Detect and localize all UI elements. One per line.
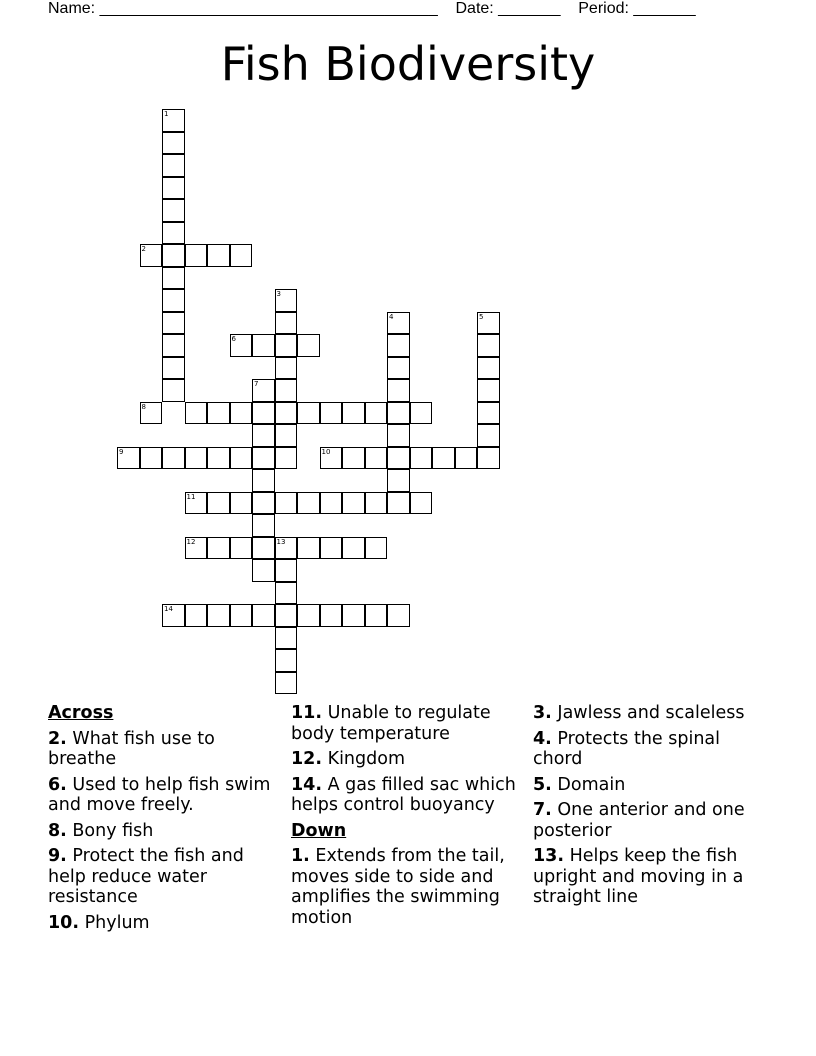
- clue-column-2: [291, 703, 527, 933]
- grid-cell[interactable]: [162, 312, 185, 335]
- clue-text: Helps keep the fish upright and moving in a straight line: [533, 846, 744, 907]
- across-heading: Across: [48, 703, 114, 723]
- grid-cell[interactable]: [275, 604, 298, 627]
- grid-cell[interactable]: [185, 244, 208, 267]
- grid-cell[interactable]: [185, 447, 208, 470]
- grid-cell[interactable]: [185, 604, 208, 627]
- grid-cell[interactable]: [477, 334, 500, 357]
- grid-cell[interactable]: [342, 537, 365, 560]
- grid-cell[interactable]: [275, 424, 298, 447]
- grid-cell[interactable]: [477, 357, 500, 380]
- grid-cell[interactable]: [275, 357, 298, 380]
- clue-column-1: [48, 703, 284, 938]
- clue-number: 1.: [291, 846, 310, 866]
- grid-cell[interactable]: [162, 289, 185, 312]
- grid-cell[interactable]: [252, 379, 275, 402]
- clue-across-10: [48, 913, 284, 934]
- grid-cell[interactable]: [252, 334, 275, 357]
- grid-cell[interactable]: [320, 447, 343, 470]
- grid-cell[interactable]: [207, 244, 230, 267]
- grid-cell[interactable]: [230, 604, 253, 627]
- clue-number: 8.: [48, 820, 67, 841]
- grid-cell[interactable]: [252, 447, 275, 470]
- clue-column-3: [533, 703, 769, 913]
- grid-cell[interactable]: [477, 312, 500, 335]
- grid-cell[interactable]: [365, 492, 388, 515]
- clue-number: 5.: [533, 774, 552, 795]
- grid-cell[interactable]: [275, 402, 298, 425]
- clue-number-label: 5: [479, 312, 484, 321]
- grid-cell[interactable]: [410, 447, 433, 470]
- clue-across-6: [48, 775, 284, 816]
- grid-cell[interactable]: [207, 604, 230, 627]
- clue-number-label: 14: [164, 605, 173, 613]
- grid-cell[interactable]: [162, 244, 185, 267]
- clue-text: Protect the fish and help reduce water resistance: [48, 846, 244, 907]
- clue-number: 11.: [291, 703, 323, 723]
- clue-down-7: [533, 800, 769, 841]
- clue-number: 10.: [48, 912, 80, 933]
- grid-cell[interactable]: [207, 402, 230, 425]
- clue-text: Used to help fish swim and move freely.: [48, 774, 271, 815]
- grid-cell[interactable]: [207, 492, 230, 515]
- clue-number-label: 9: [119, 447, 124, 456]
- grid-cell[interactable]: [275, 312, 298, 335]
- clue-number-label: 7: [254, 380, 259, 388]
- clue-across-14: [291, 775, 527, 816]
- grid-cell[interactable]: [275, 334, 298, 357]
- grid-cell[interactable]: [162, 267, 185, 290]
- clue-number-label: 12: [186, 537, 196, 546]
- grid-cell[interactable]: [387, 604, 410, 627]
- grid-cell[interactable]: [387, 334, 410, 357]
- grid-cell[interactable]: [387, 424, 410, 447]
- clue-number: 9.: [48, 846, 67, 866]
- clue-number: 7.: [533, 800, 552, 820]
- clue-number-label: 10: [321, 447, 331, 456]
- grid-cell[interactable]: [162, 447, 185, 470]
- clue-text: Domain: [557, 774, 626, 795]
- clue-down-13: [533, 846, 769, 908]
- clue-number-label: 1: [164, 110, 169, 118]
- grid-cell[interactable]: [275, 379, 298, 402]
- grid-cell[interactable]: [185, 537, 208, 560]
- clue-text: Kingdom: [327, 749, 405, 769]
- grid-cell[interactable]: [230, 447, 253, 470]
- grid-cell[interactable]: [162, 334, 185, 357]
- grid-cell[interactable]: [387, 357, 410, 380]
- grid-cell[interactable]: [320, 402, 343, 425]
- grid-cell[interactable]: [140, 447, 163, 470]
- down-heading: Down: [291, 820, 347, 841]
- grid-cell[interactable]: [320, 492, 343, 515]
- grid-cell[interactable]: [365, 402, 388, 425]
- clue-number-label: 6: [231, 335, 236, 343]
- clue-across-2: [48, 729, 284, 770]
- clue-text: Extends from the tail, moves side to side and amplifies the swimming motion: [291, 846, 505, 928]
- grid-cell[interactable]: [162, 222, 185, 245]
- grid-cell[interactable]: [252, 469, 275, 492]
- clue-text: Jawless and scaleless: [557, 703, 745, 723]
- grid-cell[interactable]: [252, 537, 275, 560]
- grid-cell[interactable]: [207, 537, 230, 560]
- clue-text: Unable to regulate body temperature: [291, 703, 491, 744]
- grid-cell[interactable]: [275, 492, 298, 515]
- grid-cell[interactable]: [140, 244, 163, 267]
- clue-text: Phylum: [84, 912, 150, 933]
- grid-cell[interactable]: [162, 357, 185, 380]
- grid-cell[interactable]: [297, 402, 320, 425]
- clue-number-label: 4: [389, 312, 394, 321]
- grid-cell[interactable]: [162, 177, 185, 200]
- grid-cell[interactable]: [275, 582, 298, 605]
- grid-cell[interactable]: [387, 469, 410, 492]
- grid-cell[interactable]: [477, 379, 500, 402]
- clue-down-1: [291, 846, 527, 928]
- grid-cell[interactable]: [297, 537, 320, 560]
- grid-cell[interactable]: [207, 447, 230, 470]
- grid-cell[interactable]: [252, 604, 275, 627]
- clue-number-label: 11: [186, 492, 196, 501]
- clue-text: What fish use to breathe: [48, 728, 215, 769]
- grid-cell[interactable]: [365, 447, 388, 470]
- clue-number-label: 3: [276, 290, 281, 298]
- grid-cell[interactable]: [387, 312, 410, 335]
- grid-cell[interactable]: [275, 559, 298, 582]
- grid-cell[interactable]: [230, 492, 253, 515]
- grid-cell[interactable]: [342, 492, 365, 515]
- clue-across-11: [291, 703, 527, 744]
- clue-down-4: [533, 729, 769, 770]
- grid-cell[interactable]: [297, 334, 320, 357]
- clue-number: 3.: [533, 703, 552, 723]
- clue-number: 4.: [533, 728, 552, 749]
- grid-cell[interactable]: [410, 402, 433, 425]
- grid-cell[interactable]: [162, 132, 185, 155]
- puzzle-title: Fish Biodiversity: [220, 37, 596, 91]
- grid-cell[interactable]: [387, 447, 410, 470]
- clue-down-5: [533, 775, 769, 796]
- grid-cell[interactable]: [297, 492, 320, 515]
- grid-cell[interactable]: [230, 244, 253, 267]
- clue-text: Bony fish: [72, 820, 154, 841]
- grid-cell[interactable]: [252, 492, 275, 515]
- grid-cell[interactable]: [320, 537, 343, 560]
- grid-cell[interactable]: [297, 604, 320, 627]
- grid-cell[interactable]: [252, 514, 275, 537]
- grid-cell[interactable]: [320, 604, 343, 627]
- grid-cell[interactable]: [162, 199, 185, 222]
- grid-cell[interactable]: [342, 604, 365, 627]
- clue-text: A gas filled sac which helps control buoyancy: [291, 774, 516, 815]
- grid-cell[interactable]: [342, 447, 365, 470]
- grid-cell[interactable]: [275, 447, 298, 470]
- grid-cell[interactable]: [432, 447, 455, 470]
- grid-cell[interactable]: [387, 492, 410, 515]
- grid-cell[interactable]: [387, 379, 410, 402]
- clue-number-label: 2: [141, 245, 146, 253]
- clue-number: 14.: [291, 774, 323, 795]
- grid-cell[interactable]: [230, 537, 253, 560]
- clue-number-label: 8: [141, 402, 146, 411]
- grid-cell[interactable]: [275, 537, 298, 560]
- grid-cell[interactable]: [252, 402, 275, 425]
- clue-number: 12.: [291, 749, 323, 769]
- grid-cell[interactable]: [342, 402, 365, 425]
- clue-number: 13.: [533, 846, 565, 866]
- clue-text: One anterior and one posterior: [533, 800, 745, 841]
- clue-down-3: [533, 703, 769, 724]
- header-fields: Name: ______________________________________ Date: _______ Period: _______: [48, 0, 696, 17]
- grid-cell[interactable]: [140, 402, 163, 425]
- clue-across-9: [48, 846, 284, 908]
- grid-cell[interactable]: [185, 492, 208, 515]
- grid-cell[interactable]: [275, 672, 298, 695]
- grid-cell[interactable]: [365, 604, 388, 627]
- grid-cell[interactable]: [477, 424, 500, 447]
- grid-cell[interactable]: [365, 537, 388, 560]
- grid-cell[interactable]: [230, 334, 253, 357]
- clue-number: 6.: [48, 774, 67, 795]
- grid-cell[interactable]: [162, 109, 185, 132]
- grid-cell[interactable]: [275, 289, 298, 312]
- clue-across-8: [48, 821, 284, 842]
- clue-across-12: [291, 749, 527, 770]
- grid-cell[interactable]: [252, 559, 275, 582]
- grid-cell[interactable]: [477, 402, 500, 425]
- grid-cell[interactable]: [477, 447, 500, 470]
- clue-number-label: 13: [276, 537, 286, 546]
- clue-number: 2.: [48, 728, 67, 749]
- grid-cell[interactable]: [252, 424, 275, 447]
- grid-cell[interactable]: [162, 604, 185, 627]
- grid-cell[interactable]: [455, 447, 478, 470]
- grid-cell[interactable]: [230, 402, 253, 425]
- grid-cell[interactable]: [185, 402, 208, 425]
- grid-cell[interactable]: [275, 649, 298, 672]
- grid-cell[interactable]: [387, 402, 410, 425]
- grid-cell[interactable]: [162, 154, 185, 177]
- grid-cell[interactable]: [162, 379, 185, 402]
- clue-text: Protects the spinal chord: [533, 728, 721, 769]
- grid-cell[interactable]: [410, 492, 433, 515]
- grid-cell[interactable]: [117, 447, 140, 470]
- grid-cell[interactable]: [275, 627, 298, 650]
